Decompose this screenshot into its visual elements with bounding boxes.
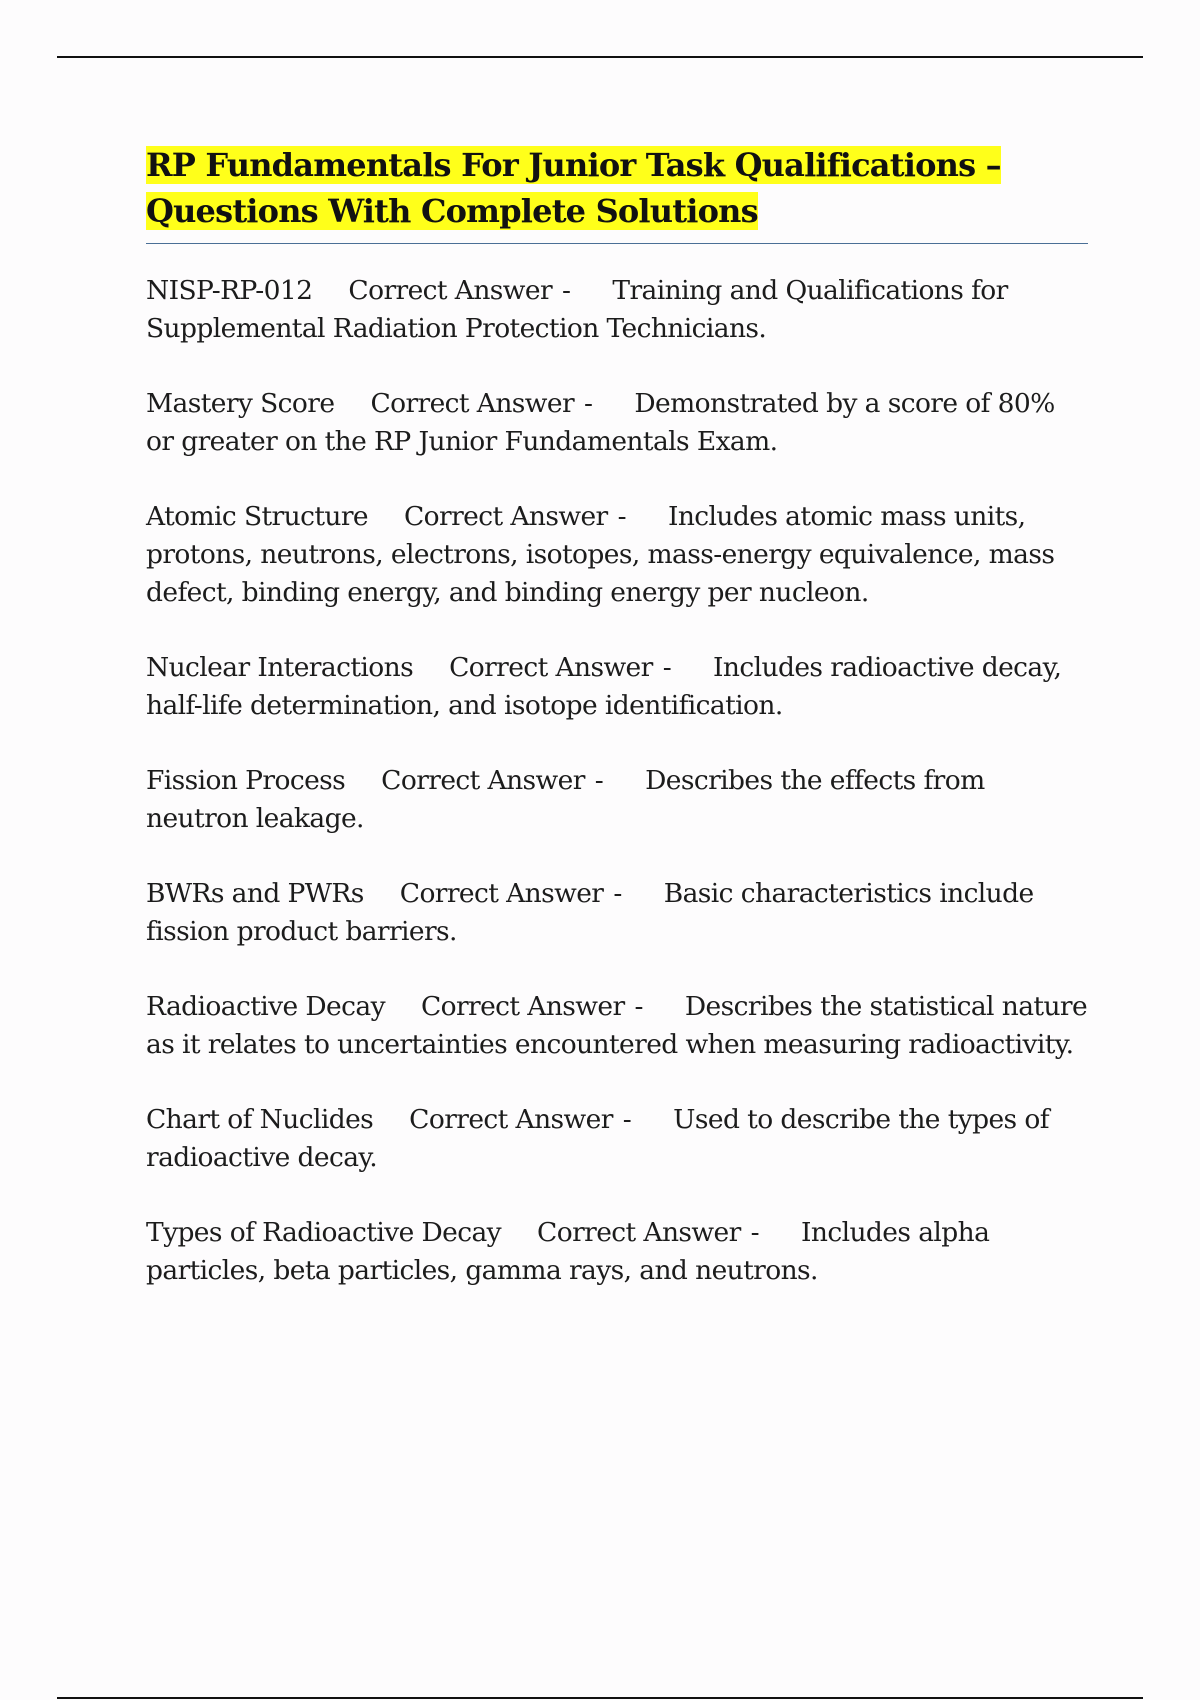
title-block xyxy=(146,142,1088,244)
separator: - xyxy=(662,652,672,683)
qa-term: Nuclear Interactions xyxy=(146,652,414,683)
document-title xyxy=(146,142,1088,234)
separator: - xyxy=(584,388,593,419)
correct-answer-label: Correct Answer xyxy=(399,878,604,909)
qa-item xyxy=(146,875,1088,951)
qa-term: Types of Radioactive Decay xyxy=(146,1217,502,1248)
correct-answer-label: Correct Answer xyxy=(404,501,608,532)
qa-term: NISP-RP-012 xyxy=(146,275,313,306)
footer-rule xyxy=(57,1697,1143,1699)
title-line-2: Questions With Complete Solutions xyxy=(146,192,758,230)
separator: - xyxy=(750,1217,760,1248)
qa-term: Atomic Structure xyxy=(146,501,368,532)
separator: - xyxy=(617,501,626,532)
qa-item xyxy=(146,1101,1088,1177)
title-line-1: RP Fundamentals For Junior Task Qualifications – xyxy=(146,146,1001,184)
qa-term: BWRs and PWRs xyxy=(146,878,364,909)
qa-item xyxy=(146,762,1088,838)
qa-answer: Includes alpha particles, beta particles, gamma rays, and neutrons. xyxy=(146,1217,990,1286)
qa-list xyxy=(146,272,1088,1290)
qa-answer: Used to describe the types of radioactive decay. xyxy=(146,1104,1049,1173)
separator: - xyxy=(594,765,604,796)
qa-term: Radioactive Decay xyxy=(146,991,385,1022)
qa-term: Chart of Nuclides xyxy=(146,1104,374,1135)
correct-answer-label: Correct Answer xyxy=(348,275,553,306)
separator: - xyxy=(613,878,622,909)
correct-answer-label: Correct Answer xyxy=(449,652,653,683)
qa-answer: Includes radioactive decay, half-life determination, and isotope identification. xyxy=(146,652,1062,721)
separator: - xyxy=(634,991,643,1022)
qa-answer: Describes the effects from neutron leakage. xyxy=(146,765,985,834)
correct-answer-label: Correct Answer xyxy=(537,1217,741,1248)
separator: - xyxy=(622,1104,632,1135)
separator: - xyxy=(562,275,571,306)
qa-term: Fission Process xyxy=(146,765,346,796)
qa-item xyxy=(146,498,1088,612)
qa-item xyxy=(146,649,1088,725)
document-body xyxy=(146,142,1088,1327)
correct-answer-label: Correct Answer xyxy=(409,1104,613,1135)
qa-term: Mastery Score xyxy=(146,388,335,419)
correct-answer-label: Correct Answer xyxy=(381,765,585,796)
qa-answer: Basic characteristics include fission product barriers. xyxy=(146,878,1034,947)
qa-item xyxy=(146,1214,1088,1290)
correct-answer-label: Correct Answer xyxy=(370,388,575,419)
qa-answer: Training and Qualifications for Supplemental Radiation Protection Technicians. xyxy=(146,275,1008,344)
qa-answer: Demonstrated by a score of 80% or greater on the RP Junior Fundamentals Exam. xyxy=(146,388,1055,457)
correct-answer-label: Correct Answer xyxy=(420,991,625,1022)
qa-answer: Describes the statistical nature as it relates to uncertainties encountered when measuring radioactivity. xyxy=(146,991,1088,1060)
header-rule xyxy=(57,56,1143,58)
qa-item xyxy=(146,988,1088,1064)
qa-answer: Includes atomic mass units, protons, neutrons, electrons, isotopes, mass-energy equivalence, mass defect, binding energy, and binding energy per nucleon. xyxy=(146,501,1055,608)
qa-item xyxy=(146,272,1088,348)
qa-item xyxy=(146,385,1088,461)
